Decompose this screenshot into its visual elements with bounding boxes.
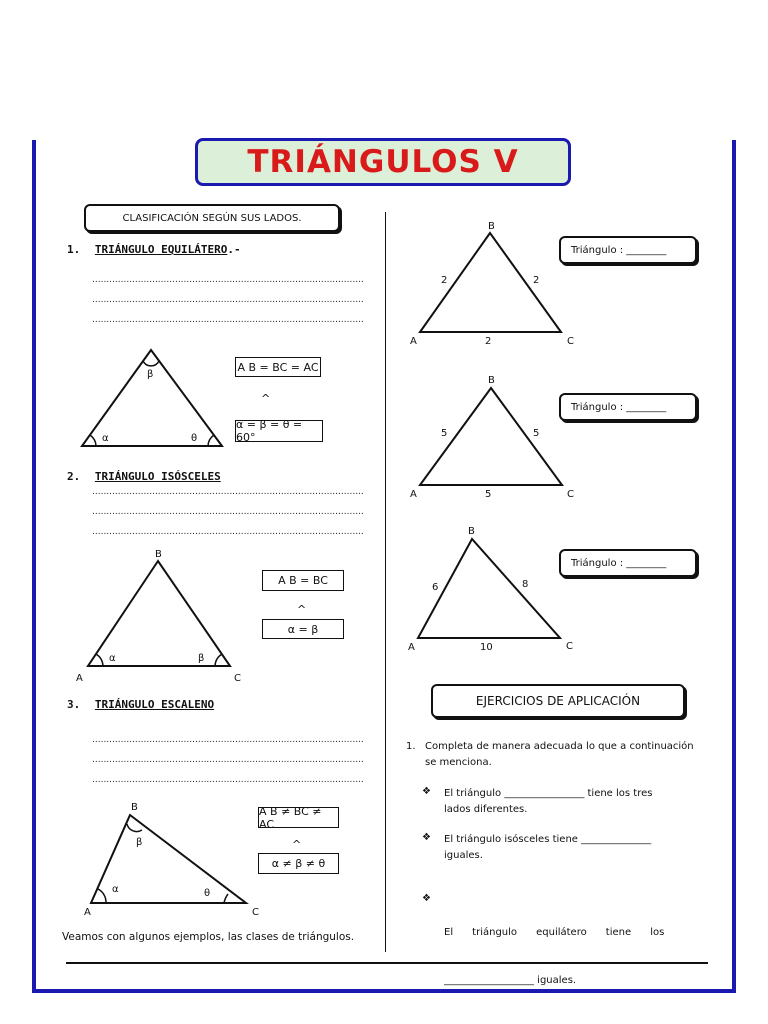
item-1-number: 1. [67, 243, 81, 256]
bullet-icon: ❖ [422, 893, 431, 904]
example-triangle-2 [405, 370, 585, 502]
equation-box: α ≠ β ≠ θ [258, 853, 339, 874]
section-label: CLASIFICACIÓN SEGÚN SUS LADOS. [122, 212, 302, 224]
item-1-suffix: .- [227, 243, 241, 256]
angle-label-theta: θ [191, 433, 198, 444]
example-triangle-1 [405, 218, 585, 350]
question-line: se menciona. [425, 757, 492, 768]
conjunction-symbol: ^ [292, 838, 302, 851]
vertex-label-b: B [488, 375, 495, 386]
vertex-label-a: A [408, 642, 415, 653]
angle-arc [208, 435, 214, 446]
side-label: 8 [522, 579, 529, 590]
angle-label-beta: β [136, 837, 143, 848]
exercise-item [444, 893, 706, 1005]
side-label: 10 [480, 642, 493, 653]
triangle-answer-box[interactable]: Triángulo : ________ [559, 549, 697, 577]
question-text [425, 739, 705, 771]
exercises-label-box [431, 684, 685, 718]
vertex-label-a: A [76, 673, 83, 684]
conjunction-symbol: ^ [297, 603, 307, 616]
conjunction-symbol: ^ [261, 392, 271, 405]
vertex-label-b: B [155, 549, 162, 560]
dotted-line: ............................................................................................... [92, 315, 364, 325]
side-label: 5 [441, 428, 448, 439]
angle-arc [98, 889, 106, 903]
dotted-line: ............................................................................................... [92, 507, 364, 517]
angle-arc [127, 824, 142, 832]
vertex-label-b: B [468, 526, 475, 537]
scalene-triangle-figure [78, 797, 268, 922]
side-label: 2 [533, 275, 540, 286]
item-1-heading [67, 243, 241, 256]
exercise-item [444, 786, 706, 818]
triangle-shape [418, 539, 560, 638]
angle-arc [96, 654, 103, 666]
dotted-line: ............................................................................................... [92, 735, 364, 745]
angle-arc [143, 361, 159, 366]
vertex-label-c: C [566, 641, 573, 652]
side-label: 2 [441, 275, 448, 286]
triangle-shape [82, 350, 222, 446]
side-label: 5 [533, 428, 540, 439]
section-label-box [84, 204, 340, 232]
exercise-item [444, 832, 706, 864]
angle-label-beta: β [147, 369, 154, 380]
vertex-label-a: A [410, 336, 417, 347]
exercise-line: El triángulo isósceles tiene ______________ [444, 834, 652, 845]
angle-label-alpha: α [112, 884, 119, 895]
equation-box: A B = BC [262, 570, 344, 591]
angle-label-alpha: α [102, 433, 109, 444]
exercise-line: El triángulo ________________ tiene los tres [444, 788, 653, 799]
equation-box: A B = BC = AC [235, 357, 321, 377]
page-title: TRIÁNGULOS V [247, 144, 519, 180]
angle-label-theta: θ [204, 888, 211, 899]
question-number: 1. [406, 741, 416, 752]
vertex-label-b: B [488, 221, 495, 232]
angle-arc [90, 435, 96, 446]
item-2-number: 2. [67, 470, 81, 483]
dotted-line: ............................................................................................... [92, 755, 364, 765]
dotted-line: ............................................................................................... [92, 275, 364, 285]
side-label: 6 [432, 582, 439, 593]
triangle-shape [88, 561, 230, 666]
exercises-label: EJERCICIOS DE APLICACIÓN [475, 694, 641, 708]
vertex-label-a: A [410, 489, 417, 500]
item-2-heading [67, 470, 221, 483]
equilateral-triangle-figure [75, 345, 235, 450]
item-1-title: TRIÁNGULO EQUILÁTERO [94, 243, 228, 256]
angle-arc [215, 654, 222, 666]
equation-box: α = β [262, 619, 344, 639]
exercise-line: El triángulo equilátero tiene los [444, 927, 665, 938]
vertex-label-c: C [567, 489, 574, 500]
equation-box: α = β = θ = 60° [235, 420, 323, 442]
dotted-line: ............................................................................................... [92, 775, 364, 785]
dotted-line: ............................................................................................... [92, 527, 364, 537]
exercise-line: __________________ iguales. [444, 975, 577, 986]
vertex-label-c: C [234, 673, 241, 684]
bullet-icon: ❖ [422, 786, 431, 797]
angle-arc [224, 894, 228, 903]
exercise-line: iguales. [444, 850, 483, 861]
exercise-line: lados diferentes. [444, 804, 528, 815]
dotted-line: ............................................................................................... [92, 487, 364, 497]
dotted-line: ............................................................................................... [92, 295, 364, 305]
example-triangle-3 [400, 522, 580, 654]
title-banner [195, 138, 571, 186]
angle-label-alpha: α [109, 653, 116, 664]
side-label: 2 [485, 336, 492, 347]
item-3-heading [67, 698, 214, 711]
item-3-title: TRIÁNGULO ESCALENO [94, 698, 215, 711]
isosceles-triangle-figure [72, 543, 252, 688]
vertex-label-c: C [567, 336, 574, 347]
angle-label-beta: β [198, 653, 205, 664]
vertex-label-c: C [252, 907, 259, 918]
question-line: Completa de manera adecuada lo que a continuación [425, 741, 694, 752]
equation-box: A B ≠ BC ≠ AC [258, 807, 339, 828]
triangle-answer-box[interactable]: Triángulo : ________ [559, 393, 697, 421]
vertex-label-b: B [131, 802, 138, 813]
triangle-answer-box[interactable]: Triángulo : ________ [559, 236, 697, 264]
column-divider [385, 212, 386, 952]
bullet-icon: ❖ [422, 832, 431, 843]
vertex-label-a: A [84, 907, 91, 918]
side-label: 5 [485, 489, 492, 500]
footer-note: Veamos con algunos ejemplos, las clases de triángulos. [62, 931, 355, 943]
item-3-number: 3. [67, 698, 81, 711]
item-2-title: TRIÁNGULO ISÓSCELES [94, 470, 221, 483]
